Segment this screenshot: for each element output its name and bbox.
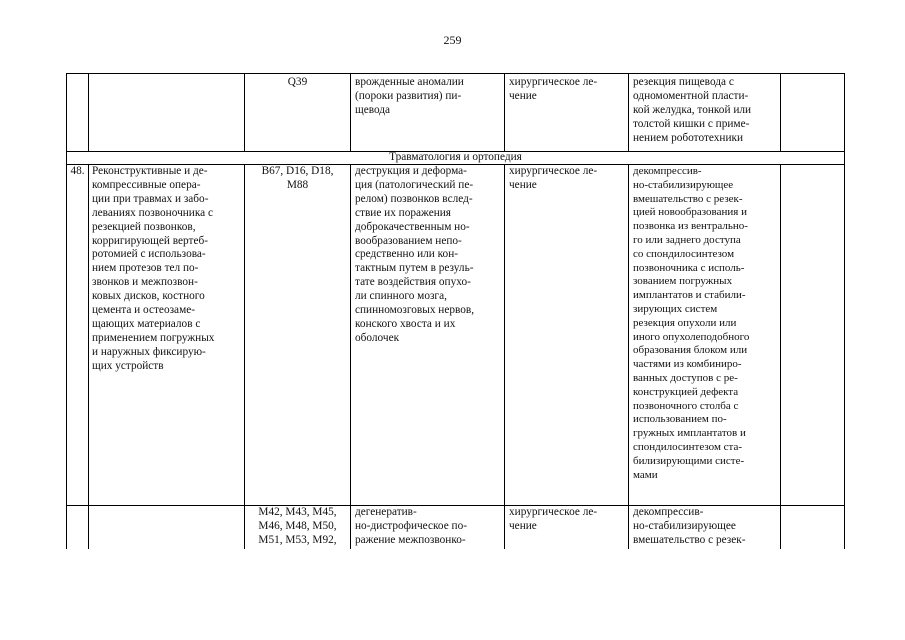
column-divider [350, 74, 351, 549]
treatment-method: резекция пищевода с одномоментной пласти- кой желудка, тонкой или толстой кишки с приме- нением робототехники [633, 76, 752, 144]
column-divider [504, 74, 505, 549]
treatment-method: декомпрессив- но-стабилизирующее вмешательство с резек- [633, 506, 746, 546]
services-table [66, 73, 845, 549]
treatment-type: хирургическое ле- чение [509, 165, 598, 191]
icd-codes: Q39 [287, 76, 308, 88]
diagnosis: дегенератив- но-дистрофическое по- ражение межпозвонко- [355, 506, 467, 546]
section-title: Травматология и ортопедия [389, 151, 522, 163]
treatment-method: декомпрессив- но-стабилизирующее вмешательство с резек- цией новообразования и позвонка из вентрально- го или заднего доступа со спондилосинтезом позвоночника с исполь- зованием погружных имплантатов и стабили- зирующих систем резекция опухоли или иного опухолеподобного образования блоком или частями из комбиниро- ванных доступов с ре- конструкцией дефекта позвоночного столба с использованием по- гружных имплантатов и спондилосинтезом ста- билизирующими систе- мами [633, 165, 750, 481]
treatment-type: хирургическое ле- чение [509, 76, 598, 102]
icd-codes: M42, M43, M45, M46, M48, M50, M51, M53, M92, [258, 506, 337, 546]
service-name: Реконструктивные и де- компрессивные опера- ции при травмах и забо- леваниях позвоночника с резекцией позвонков, корригирующей вертеб- ротомией с использова- нием протезов тел по- звонков и межпозвон- ковых дисков, костного цемента и остеозаме- щающих материалов с применением погружных и наружных фиксирую- щих устройств [92, 165, 215, 372]
icd-codes: B67, D16, D18, M88 [261, 165, 334, 191]
column-divider [244, 74, 245, 549]
column-divider [88, 74, 89, 549]
diagnosis: врожденные аномалии (пороки развития) пи- щевода [355, 76, 464, 116]
page-number: 259 [443, 33, 462, 47]
column-divider [628, 74, 629, 549]
row-number: 48. [70, 165, 85, 177]
treatment-type: хирургическое ле- чение [509, 506, 598, 532]
column-divider [780, 74, 781, 549]
diagnosis: деструкция и деформа- ция (патологический пе- релом) позвонков вслед- ствие их поражения доброкачественным но- вообразованием непо- средственно или кон- тактным путем в резуль- тате воздействия опухо- ли спинного мозга, спинномозговых нервов, конского хвоста и их оболочек [355, 165, 475, 344]
